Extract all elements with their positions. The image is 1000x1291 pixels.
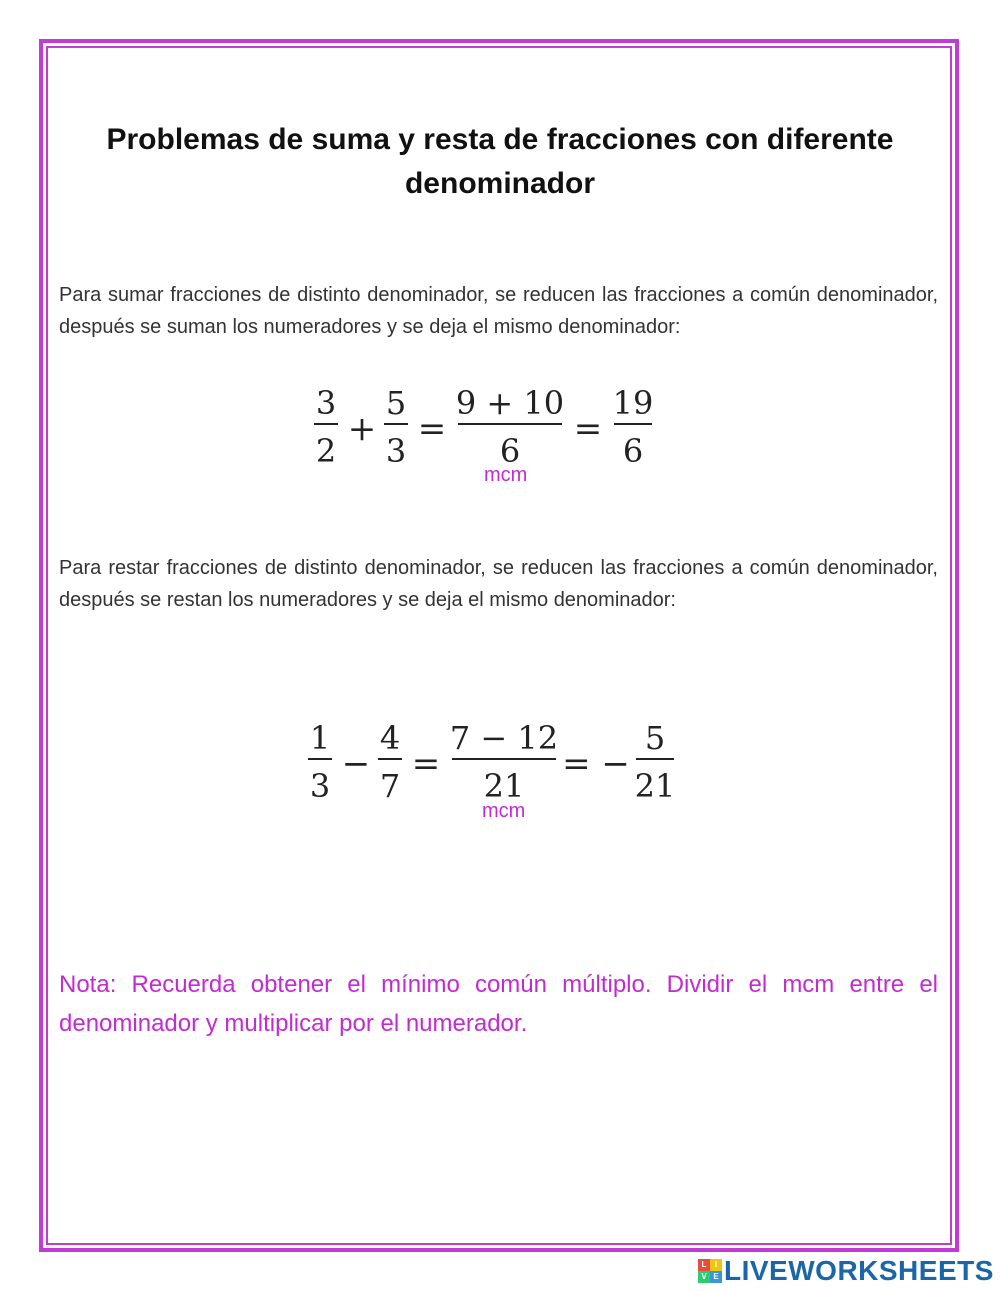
- sum-equals-1: =: [417, 409, 447, 449]
- difference-equation: [300, 715, 690, 810]
- sum-b-denominator: 3: [385, 432, 407, 470]
- sum-b-numerator: 5: [385, 384, 407, 422]
- note-text: Nota: Recuerda obtener el mínimo común múltiplo. Dividir el mcm entre el denominador y multiplicar por el numerador.: [59, 971, 938, 1037]
- sum-equation: [300, 380, 680, 475]
- liveworksheets-brand: [698, 1256, 994, 1286]
- diff-minus-operator: −: [341, 744, 371, 784]
- sum-a-numerator: 3: [315, 384, 337, 422]
- difference-explanation: Para restar fracciones de distinto denominador, se reducen las fracciones a común denominador, después se restan los numeradores y se deja el mismo denominador:: [59, 557, 938, 611]
- diff-c-numerator: 7 − 12: [449, 719, 559, 757]
- page-title: Problemas de suma y resta de fracciones con diferente denominador: [106, 123, 894, 200]
- sum-mcm-label: mcm: [484, 464, 528, 486]
- logo-letter-v: V: [698, 1271, 710, 1283]
- logo-letter-e: E: [710, 1271, 722, 1283]
- diff-b-numerator: 4: [379, 719, 401, 757]
- sum-equals-2: =: [573, 409, 603, 449]
- sum-explanation: Para sumar fracciones de distinto denominador, se reducen las fracciones a común denominador, después se suman los numeradores y se deja el mismo denominador:: [59, 284, 938, 338]
- sum-c-denominator: 6: [499, 432, 521, 470]
- sum-d-denominator: 6: [622, 432, 644, 470]
- page-border-inner: [46, 46, 952, 1245]
- difference-mcm-label: mcm: [482, 800, 526, 822]
- liveworksheets-logo-icon: [698, 1259, 722, 1283]
- diff-d-denominator: 21: [634, 767, 676, 805]
- sum-d-numerator: 19: [612, 384, 654, 422]
- sum-a-denominator: 2: [315, 432, 337, 470]
- diff-d-numerator: 5: [644, 719, 666, 757]
- diff-a-denominator: 3: [309, 767, 331, 805]
- liveworksheets-wordmark: LIVEWORKSHEETS: [724, 1255, 994, 1286]
- logo-letter-i: I: [710, 1259, 722, 1271]
- diff-equals-2: = −: [562, 744, 630, 784]
- diff-a-numerator: 1: [309, 719, 331, 757]
- diff-c-denominator: 21: [483, 767, 525, 805]
- sum-plus-operator: +: [347, 409, 377, 449]
- diff-equals-1: =: [411, 744, 441, 784]
- logo-letter-l: L: [698, 1259, 710, 1271]
- sum-c-numerator: 9 + 10: [455, 384, 565, 422]
- diff-b-denominator: 7: [379, 767, 401, 805]
